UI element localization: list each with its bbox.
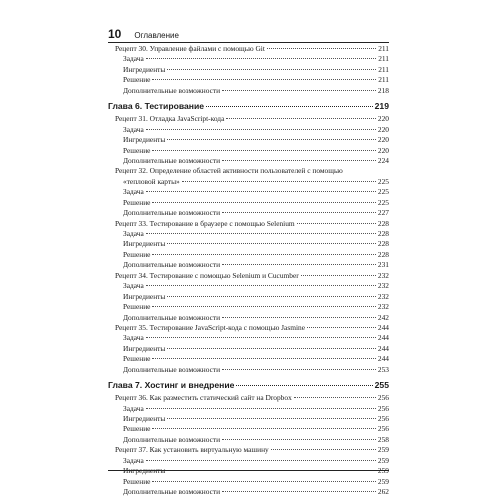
- dot-leader: [152, 202, 375, 203]
- toc-entry-page: 228: [377, 239, 389, 249]
- toc-chapter-entry: [108, 100, 389, 113]
- toc-entry-title: Ингредиенты: [123, 414, 166, 423]
- header-rule: [108, 42, 389, 43]
- toc-entry-page: 232: [377, 291, 389, 301]
- toc-sub-entry: [108, 187, 389, 197]
- page-number: 10: [108, 27, 122, 41]
- toc-entry-title: Ингредиенты: [123, 291, 166, 301]
- toc-entry-page: 259: [377, 445, 389, 455]
- toc-entry-title: Решение: [123, 354, 151, 364]
- toc-entry-page: 259: [377, 466, 389, 476]
- toc-recipe-entry: [108, 114, 389, 124]
- toc-entry-page: 256: [377, 424, 389, 434]
- dot-leader: [297, 223, 376, 224]
- toc-sub-entry: [108, 354, 389, 364]
- toc-entry-page: 220: [377, 114, 389, 124]
- toc-entry-page: 225: [377, 197, 389, 207]
- dot-leader: [222, 160, 376, 161]
- toc-sub-entry: [108, 75, 389, 85]
- toc-entry-title: Ингредиенты: [123, 343, 166, 353]
- toc-entry-title: Дополнительные возможности: [123, 155, 221, 165]
- running-header: [108, 27, 389, 41]
- toc-sub-entry: [108, 281, 389, 291]
- toc-sub-entry: [108, 125, 389, 135]
- toc-entry-page: 231: [377, 260, 389, 270]
- toc-entry-title: Дополнительные возможности: [123, 208, 221, 218]
- toc-sub-entry: [108, 456, 389, 466]
- toc-entry-page: 262: [377, 487, 389, 497]
- toc-entry-title: Решение: [123, 145, 151, 155]
- toc-entry-title: Рецепт 35. Тестирование JavaScript-кода с помощью Jasmine: [115, 322, 305, 332]
- toc-entry-title: Задача: [123, 229, 144, 238]
- toc-sub-entry: [108, 156, 389, 166]
- running-title: Оглавление: [134, 31, 179, 40]
- toc-entry-title: Ингредиенты: [123, 64, 166, 74]
- toc-entry-page: 220: [377, 124, 389, 134]
- toc-entry-page: 219: [374, 101, 389, 112]
- dot-leader: [167, 139, 376, 140]
- toc-entry-page: 253: [377, 364, 389, 374]
- toc-entry-title: Дополнительные возможности: [123, 260, 221, 270]
- toc-entry-title: Рецепт 33. Тестирование в браузере с помощью Selenium: [115, 218, 295, 228]
- toc-sub-entry: [108, 466, 389, 476]
- dot-leader: [152, 306, 375, 307]
- dot-leader: [152, 428, 375, 429]
- toc-sub-entry: [108, 54, 389, 64]
- toc-entry-page: 211: [378, 75, 389, 85]
- toc-entry-title: Задача: [123, 124, 144, 134]
- dot-leader: [226, 118, 376, 119]
- toc-entry-page: 255: [374, 380, 389, 391]
- toc-entry-continuation-line: [108, 177, 389, 187]
- toc-entry-title: Рецепт 31. Отладка JavaScript-кода: [115, 114, 225, 124]
- toc-entry-page: 220: [377, 145, 389, 155]
- toc-entry-title: Рецепт 36. Как разместить статический сайт на Dropbox: [115, 393, 292, 403]
- toc-entry-title: Решение: [123, 249, 151, 259]
- toc-recipe-entry: [108, 219, 389, 229]
- toc-sub-entry: [108, 313, 389, 323]
- dot-leader: [222, 439, 376, 440]
- toc-recipe-entry: [108, 271, 389, 281]
- dot-leader: [167, 243, 376, 244]
- toc-entry-title: Дополнительные возможности: [123, 85, 221, 95]
- toc-entry-page: 259: [377, 455, 389, 465]
- dot-leader: [152, 254, 375, 255]
- dot-leader: [267, 48, 376, 49]
- toc-entry-title: Задача: [123, 455, 144, 465]
- bottom-rule: [108, 470, 389, 471]
- dot-leader: [301, 275, 376, 276]
- toc-sub-entry: [108, 487, 389, 497]
- toc-entry-page: 244: [377, 343, 389, 353]
- dot-leader: [146, 233, 376, 234]
- toc-entry-title: Задача: [123, 403, 144, 413]
- toc-entry-page: 258: [377, 434, 389, 444]
- dot-leader: [222, 90, 376, 91]
- dot-leader: [152, 150, 375, 151]
- toc-entry-page: 225: [377, 187, 389, 197]
- toc-sub-entry: [108, 198, 389, 208]
- dot-leader: [206, 106, 373, 107]
- toc-entry-page: 211: [378, 54, 389, 64]
- toc-sub-entry: [108, 135, 389, 145]
- toc-entry-title: Решение: [123, 476, 151, 486]
- dot-leader: [152, 358, 375, 359]
- toc-entry-page: 256: [377, 393, 389, 403]
- dot-leader: [222, 491, 376, 492]
- dot-leader: [271, 449, 376, 450]
- toc-entry-page: 220: [377, 135, 389, 145]
- toc-sub-entry: [108, 86, 389, 96]
- toc-entry-title: Ингредиенты: [123, 239, 166, 249]
- dot-leader: [167, 296, 376, 297]
- toc-recipe-entry: [108, 445, 389, 455]
- dot-leader: [146, 58, 376, 59]
- dot-leader: [222, 317, 376, 318]
- toc-entry-page: 232: [377, 281, 389, 291]
- dot-leader: [222, 212, 376, 213]
- toc-entry-title: Глава 7. Хостинг и внедрение: [108, 380, 235, 391]
- toc-sub-entry: [108, 239, 389, 249]
- toc-recipe-entry: [108, 393, 389, 403]
- toc-entry-title: Рецепт 34. Тестирование с помощью Selenium и Cucumber: [115, 270, 299, 280]
- dot-leader: [167, 69, 376, 70]
- toc-sub-entry: [108, 146, 389, 156]
- dot-leader: [152, 79, 376, 80]
- toc-sub-entry: [108, 424, 389, 434]
- toc-entry-title: Дополнительные возможности: [123, 487, 221, 497]
- toc-entry-title: Дополнительные возможности: [123, 434, 221, 444]
- dot-leader: [182, 181, 376, 182]
- dot-leader: [236, 385, 372, 386]
- toc-entry-continuation: «тепловой карты»: [123, 176, 180, 186]
- toc-entry-title: Дополнительные возможности: [123, 312, 221, 322]
- toc-entry-page: 259: [377, 476, 389, 486]
- dot-leader: [146, 129, 376, 130]
- dot-leader: [222, 264, 376, 265]
- toc-entry-page: 232: [377, 302, 389, 312]
- toc-entry-title: Задача: [123, 333, 144, 343]
- toc-sub-entry: [108, 344, 389, 354]
- toc-entry-title: Задача: [123, 54, 144, 64]
- toc-entry-page: 228: [377, 249, 389, 259]
- toc-entry-title: Рецепт 32. Определение областей активности пользователей с помощью: [115, 166, 343, 176]
- toc-sub-entry: [108, 302, 389, 312]
- toc-entry-page: 256: [377, 414, 389, 423]
- toc-entry-page: 256: [377, 403, 389, 413]
- toc-sub-entry: [108, 477, 389, 487]
- toc-entry-title: Глава 6. Тестирование: [108, 101, 205, 112]
- toc-sub-entry: [108, 208, 389, 218]
- toc-entry-page: 211: [378, 44, 389, 53]
- toc-chapter-entry: [108, 379, 389, 392]
- toc-entry-page: 224: [377, 155, 389, 165]
- toc-sub-entry: [108, 435, 389, 445]
- dot-leader: [222, 369, 376, 370]
- toc-entry-title: Задача: [123, 281, 144, 291]
- dot-leader: [146, 337, 376, 338]
- dot-leader: [152, 481, 375, 482]
- toc-entry-page: 242: [377, 312, 389, 322]
- toc-entry-page: 244: [377, 354, 389, 364]
- toc-sub-entry: [108, 250, 389, 260]
- toc-entry-page: 244: [377, 322, 389, 332]
- toc-entry-page: 228: [377, 218, 389, 228]
- toc-recipe-entry: [108, 166, 389, 176]
- toc-sub-entry: [108, 404, 389, 414]
- toc-entry-page: 218: [377, 85, 389, 95]
- dot-leader: [307, 327, 376, 328]
- dot-leader: [146, 460, 376, 461]
- toc-recipe-entry: [108, 323, 389, 333]
- dot-leader: [167, 348, 376, 349]
- toc-entry-title: Ингредиенты: [123, 135, 166, 145]
- dot-leader: [294, 397, 376, 398]
- dot-leader: [146, 285, 376, 286]
- dot-leader: [146, 191, 376, 192]
- toc-entry-page: 225: [377, 176, 389, 186]
- toc-entry-page: 228: [377, 229, 389, 238]
- toc-entry-page: 227: [377, 208, 389, 218]
- toc-entry-page: 232: [377, 270, 389, 280]
- table-of-contents: [108, 44, 389, 498]
- toc-sub-entry: [108, 333, 389, 343]
- toc-sub-entry: [108, 229, 389, 239]
- toc-sub-entry: [108, 292, 389, 302]
- toc-entry-title: Дополнительные возможности: [123, 364, 221, 374]
- toc-sub-entry: [108, 65, 389, 75]
- toc-entry-title: Ингредиенты: [123, 466, 166, 476]
- toc-entry-title: Решение: [123, 302, 151, 312]
- toc-sub-entry: [108, 414, 389, 424]
- toc-entry-title: Рецепт 37. Как установить виртуальную машину: [115, 445, 269, 455]
- toc-entry-page: 244: [377, 333, 389, 343]
- dot-leader: [146, 408, 376, 409]
- toc-recipe-entry: [108, 44, 389, 54]
- toc-sub-entry: [108, 365, 389, 375]
- toc-entry-title: Решение: [123, 197, 151, 207]
- toc-entry-title: Решение: [123, 424, 151, 434]
- toc-entry-title: Решение: [123, 75, 151, 85]
- toc-entry-title: Рецепт 30. Управление файлами с помощью Git: [115, 44, 265, 53]
- toc-entry-title: Задача: [123, 187, 144, 197]
- toc-entry-page: 211: [378, 64, 389, 74]
- toc-sub-entry: [108, 260, 389, 270]
- dot-leader: [167, 418, 376, 419]
